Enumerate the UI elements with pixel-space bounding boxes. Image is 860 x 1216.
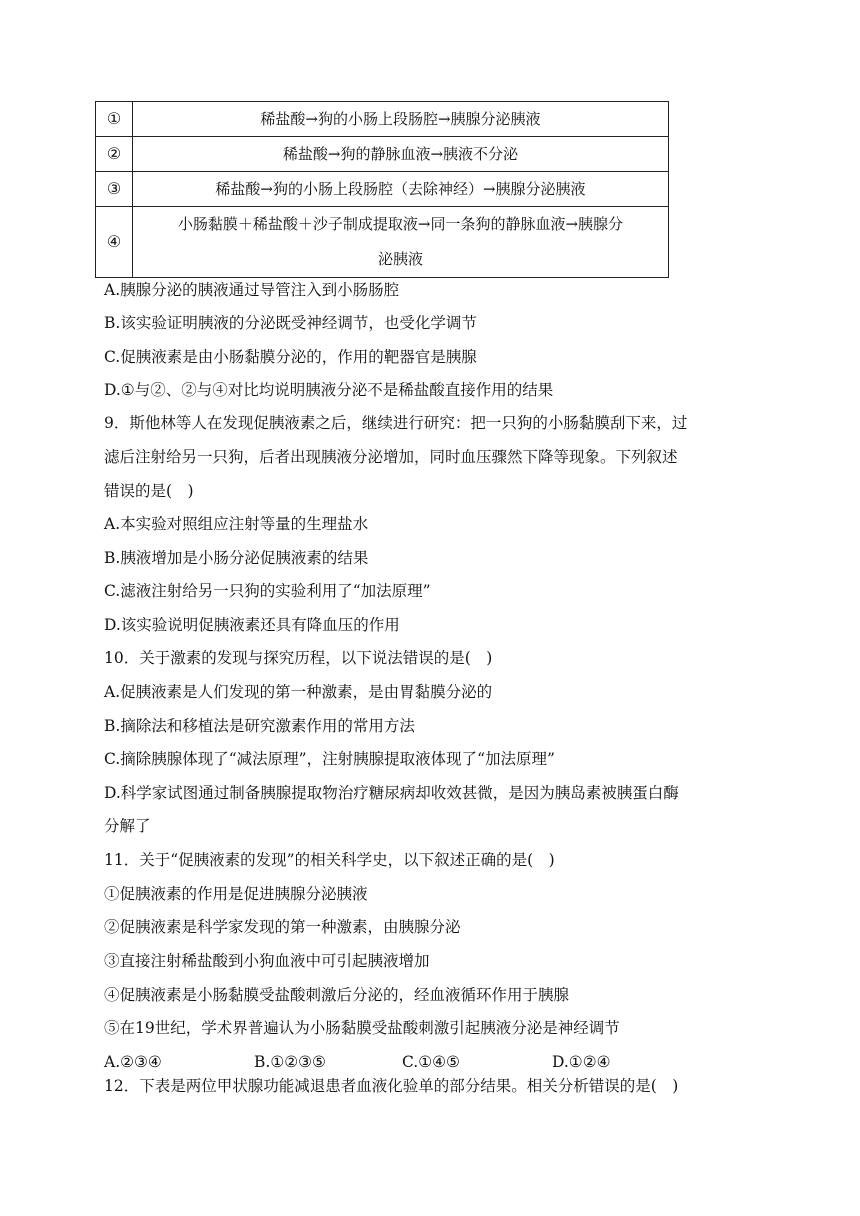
row-description <box>133 207 669 278</box>
q11-option-c[interactable]: C.①④⑤ <box>402 1053 460 1071</box>
q9-option-d[interactable]: D.该实验说明促胰液素还具有降血压的作用 <box>104 616 400 634</box>
row-number: ② <box>96 137 133 172</box>
q8-option-b[interactable]: B.该实验证明胰液的分泌既受神经调节，也受化学调节 <box>104 314 477 332</box>
q10-option-d-continued: 分解了 <box>104 817 151 835</box>
q9-stem-line: 滤后注射给另一只狗，后者出现胰液分泌增加，同时血压骤然下降等现象。下列叙述 <box>104 448 678 466</box>
table-row <box>96 207 669 278</box>
row-number: ① <box>96 102 133 137</box>
q9-stem-line: 9．斯他林等人在发现促胰液素之后，继续进行研究：把一只狗的小肠黏膜刮下来，过 <box>104 414 688 432</box>
row-description: 稀盐酸→狗的小肠上段肠腔→胰腺分泌胰液 <box>133 102 669 137</box>
row-description: 稀盐酸→狗的小肠上段肠腔（去除神经）→胰腺分泌胰液 <box>133 172 669 207</box>
q10-option-a[interactable]: A.促胰液素是人们发现的第一种激素，是由胃黏膜分泌的 <box>104 683 493 701</box>
q8-option-d[interactable]: D.①与②、②与④对比均说明胰液分泌不是稀盐酸直接作用的结果 <box>104 381 554 399</box>
q9-option-b[interactable]: B.胰液增加是小肠分泌促胰液素的结果 <box>104 549 369 567</box>
table-row <box>96 137 669 172</box>
q11-item: ⑤在19世纪，学术界普遍认为小肠黏膜受盐酸刺激引起胰液分泌是神经调节 <box>104 1019 620 1037</box>
q10-option-c[interactable]: C.摘除胰腺体现了“减法原理”，注射胰腺提取液体现了“加法原理” <box>104 750 555 768</box>
q11-stem: 11．关于“促胰液素的发现”的相关科学史，以下叙述正确的是( ) <box>104 851 555 869</box>
q9-option-a[interactable]: A.本实验对照组应注射等量的生理盐水 <box>104 515 369 533</box>
q11-item: ③直接注射稀盐酸到小狗血液中可引起胰液增加 <box>104 952 430 970</box>
table-row <box>96 102 669 137</box>
row-description-line: 小肠黏膜＋稀盐酸＋沙子制成提取液→同一条狗的静脉血液→胰腺分 <box>177 215 624 233</box>
row-description: 稀盐酸→狗的静脉血液→胰液不分泌 <box>133 137 669 172</box>
row-number: ④ <box>96 207 133 278</box>
table-row <box>96 172 669 207</box>
q11-option-a[interactable]: A.②③④ <box>104 1053 162 1071</box>
row-number: ③ <box>96 172 133 207</box>
q11-item: ④促胰液素是小肠黏膜受盐酸刺激后分泌的，经血液循环作用于胰腺 <box>104 986 570 1004</box>
q8-option-c[interactable]: C.促胰液素是由小肠黏膜分泌的，作用的靶器官是胰腺 <box>104 348 477 366</box>
q12-stem: 12．下表是两位甲状腺功能减退患者血液化验单的部分结果。相关分析错误的是( ) <box>104 1077 679 1095</box>
q8-option-a[interactable]: A.胰腺分泌的胰液通过导管注入到小肠肠腔 <box>104 281 400 299</box>
row-description-line: 泌胰液 <box>377 250 423 268</box>
q11-option-b[interactable]: B.①②③⑤ <box>254 1053 326 1071</box>
experiment-table <box>95 101 669 278</box>
q9-stem-line: 错误的是( ) <box>104 482 194 500</box>
q10-stem: 10．关于激素的发现与探究历程，以下说法错误的是( ) <box>104 649 493 667</box>
q11-item: ①促胰液素的作用是促进胰腺分泌胰液 <box>104 885 368 903</box>
q10-option-d[interactable]: D.科学家试图通过制备胰腺提取物治疗糖尿病却收效甚微，是因为胰岛素被胰蛋白酶 <box>104 784 679 802</box>
q11-option-d[interactable]: D.①②④ <box>552 1053 611 1071</box>
q11-item: ②促胰液素是科学家发现的第一种激素，由胰腺分泌 <box>104 918 461 936</box>
q10-option-b[interactable]: B.摘除法和移植法是研究激素作用的常用方法 <box>104 717 415 735</box>
q9-option-c[interactable]: C.滤液注射给另一只狗的实验利用了“加法原理” <box>104 582 431 600</box>
